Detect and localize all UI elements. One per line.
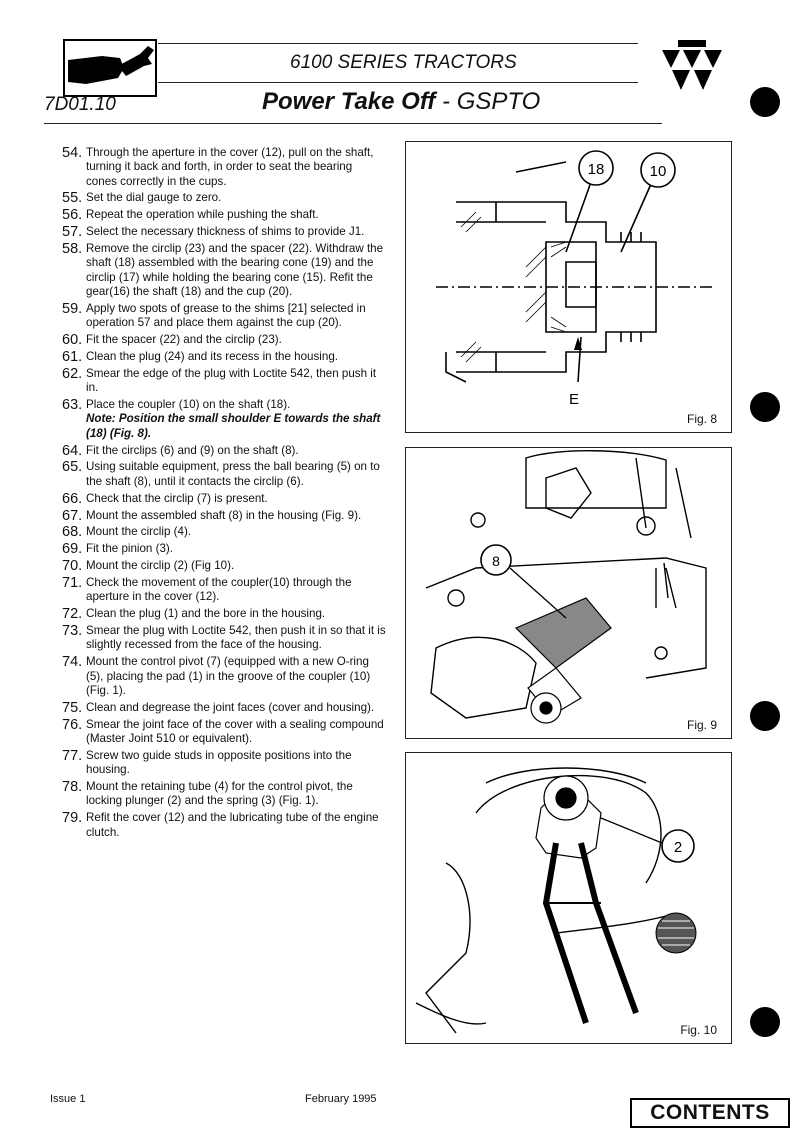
- step-67: [62, 509, 386, 523]
- step-number: 55.: [62, 190, 83, 207]
- step-number: 58.: [62, 241, 83, 258]
- step-61: [62, 350, 386, 364]
- step-73: [62, 624, 386, 653]
- step-text: Smear the plug with Loctite 542, then push it in so that it is slightly recessed from the face of the housing.: [86, 624, 386, 652]
- step-note: Note: Position the small shoulder E towards the shaft (18) (Fig. 8).: [86, 412, 381, 440]
- step-number: 74.: [62, 654, 83, 671]
- callout-18-label: 18: [587, 161, 605, 178]
- shaft-cross-section-drawing: [406, 142, 731, 432]
- step-text: Screw two guide studs in opposite positions into the housing.: [86, 748, 352, 777]
- step-number: 57.: [62, 224, 83, 241]
- step-text: Using suitable equipment, press the ball bearing (5) on to the shaft (8), until it contacts the circlip (6).: [86, 460, 380, 488]
- step-78: [62, 780, 386, 809]
- step-57: [62, 225, 386, 239]
- step-text: Apply two spots of grease to the shims [21] selected in operation 57 and place them against the cup (20).: [86, 301, 366, 330]
- figure-caption: Fig. 9: [686, 718, 717, 732]
- step-number: 64.: [62, 442, 83, 459]
- step-54: [62, 146, 386, 189]
- step-55: [62, 191, 386, 205]
- step-number: 59.: [62, 300, 83, 317]
- step-number: 69.: [62, 541, 83, 558]
- step-number: 79.: [62, 810, 83, 827]
- step-68: [62, 525, 386, 539]
- step-text: Mount the retaining tube (4) for the control pivot, the locking plunger (2) and the spring (3) (Fig. 1).: [86, 780, 353, 808]
- step-number: 71.: [62, 575, 83, 592]
- step-number: 66.: [62, 490, 83, 507]
- step-number: 77.: [62, 747, 83, 764]
- step-56: [62, 208, 386, 222]
- step-number: 62.: [62, 365, 83, 382]
- step-number: 68.: [62, 524, 83, 541]
- step-text: Mount the circlip (4).: [86, 525, 192, 539]
- step-76: [62, 718, 386, 747]
- step-text: Fit the pinion (3).: [86, 542, 173, 556]
- step-text: Select the necessary thickness of shims to provide J1.: [86, 225, 365, 239]
- binding-hole-4: [750, 1007, 780, 1037]
- step-77: [62, 749, 386, 778]
- step-number: 67.: [62, 507, 83, 524]
- step-text: Remove the circlip (23) and the spacer (22). Withdraw the shaft (18) assembled with the bearing cone (19) and the circlip (17) while holding the bearing cone (15). Refit the gear(16) the shaft (18) and the cup (20).: [86, 242, 384, 299]
- step-number: 72.: [62, 606, 83, 623]
- step-74: [62, 655, 386, 698]
- header-top-rule: [158, 43, 638, 44]
- title-sub: - GSPTO: [435, 88, 541, 115]
- step-text: Smear the joint face of the cover with a sealing compound (Master Joint 510 or equivalent).: [86, 717, 384, 746]
- step-text: Set the dial gauge to zero.: [86, 191, 222, 205]
- binding-hole-1: [750, 87, 780, 117]
- figure-9: [405, 447, 732, 739]
- shaft-installation-photo: [406, 448, 731, 738]
- step-number: 56.: [62, 207, 83, 224]
- figure-caption: Fig. 10: [680, 1023, 717, 1037]
- step-text: Clean the plug (1) and the bore in the housing.: [86, 607, 326, 621]
- step-60: [62, 333, 386, 347]
- title-main: Power Take Off: [262, 88, 436, 115]
- contents-button[interactable]: CONTENTS: [630, 1098, 790, 1128]
- step-text: Place the coupler (10) on the shaft (18).: [86, 398, 291, 412]
- figure-10: [405, 752, 732, 1044]
- binding-hole-3: [750, 701, 780, 731]
- step-text: Fit the spacer (22) and the circlip (23).: [86, 333, 282, 347]
- step-62: [62, 367, 386, 396]
- step-number: 61.: [62, 349, 83, 366]
- step-text: Repeat the operation while pushing the shaft.: [86, 208, 319, 222]
- step-text: Smear the edge of the plug with Loctite 542, then push it in.: [86, 366, 377, 395]
- step-65: [62, 460, 386, 489]
- issue-label: Issue 1: [50, 1093, 86, 1105]
- step-64: [62, 444, 386, 458]
- step-text: Clean and degrease the joint faces (cover and housing).: [86, 700, 375, 714]
- step-text: Through the aperture in the cover (12), pull on the shaft, turning it back and forth, in order to seat the bearing cones correctly in the cups.: [86, 146, 374, 188]
- triple-triangle-logo: [660, 40, 724, 94]
- step-number: 78.: [62, 779, 83, 796]
- step-number: 76.: [62, 716, 83, 733]
- step-text: Check that the circlip (7) is present.: [86, 491, 268, 505]
- step-text: Fit the circlips (6) and (9) on the shaft (8).: [86, 443, 299, 457]
- header-bottom-rule: [44, 123, 662, 124]
- step-58: [62, 242, 386, 299]
- callout-10-label: 10: [649, 163, 667, 180]
- step-number: 70.: [62, 558, 83, 575]
- step-text: Mount the assembled shaft (8) in the housing (Fig. 9).: [86, 508, 362, 522]
- step-text: Clean the plug (24) and its recess in the housing.: [86, 350, 338, 364]
- step-text: Check the movement of the coupler(10) through the aperture in the cover (12).: [86, 576, 352, 604]
- step-72: [62, 607, 386, 621]
- step-79: [62, 811, 386, 840]
- section-code: 7D01.10: [44, 94, 116, 115]
- step-number: 65.: [62, 459, 83, 476]
- figure-caption: Fig. 8: [686, 412, 717, 426]
- step-text: Refit the cover (12) and the lubricating tube of the engine clutch.: [86, 811, 379, 839]
- figure-8: [405, 141, 732, 433]
- issue-date: February 1995: [305, 1093, 377, 1105]
- circlip-pliers-photo: [406, 753, 731, 1043]
- series-title: 6100 SERIES TRACTORS: [290, 52, 517, 73]
- step-text: Mount the circlip (2) (Fig 10).: [86, 559, 235, 573]
- wrench-hand-logo: [62, 38, 158, 98]
- page-title: [262, 88, 540, 116]
- step-number: 75.: [62, 699, 83, 716]
- callout-8-label: 8: [492, 553, 500, 569]
- step-75: [62, 701, 386, 715]
- step-69: [62, 542, 386, 556]
- header-mid-rule: [158, 82, 638, 83]
- step-59: [62, 302, 386, 331]
- callout-2-label: 2: [673, 839, 683, 856]
- step-66: [62, 492, 386, 506]
- shoulder-e-label: E: [569, 391, 580, 408]
- step-number: 60.: [62, 332, 83, 349]
- step-text: Mount the control pivot (7) (equipped with a new O-ring (5), placing the pad (1) in the groove of the coupler (10) (Fig. 1).: [86, 655, 371, 697]
- procedure-steps: [62, 146, 386, 843]
- step-71: [62, 576, 386, 605]
- binding-hole-2: [750, 392, 780, 422]
- step-number: 54.: [62, 145, 83, 161]
- step-number: 63.: [62, 397, 83, 414]
- step-63: [62, 398, 386, 441]
- step-70: [62, 559, 386, 573]
- step-number: 73.: [62, 623, 83, 640]
